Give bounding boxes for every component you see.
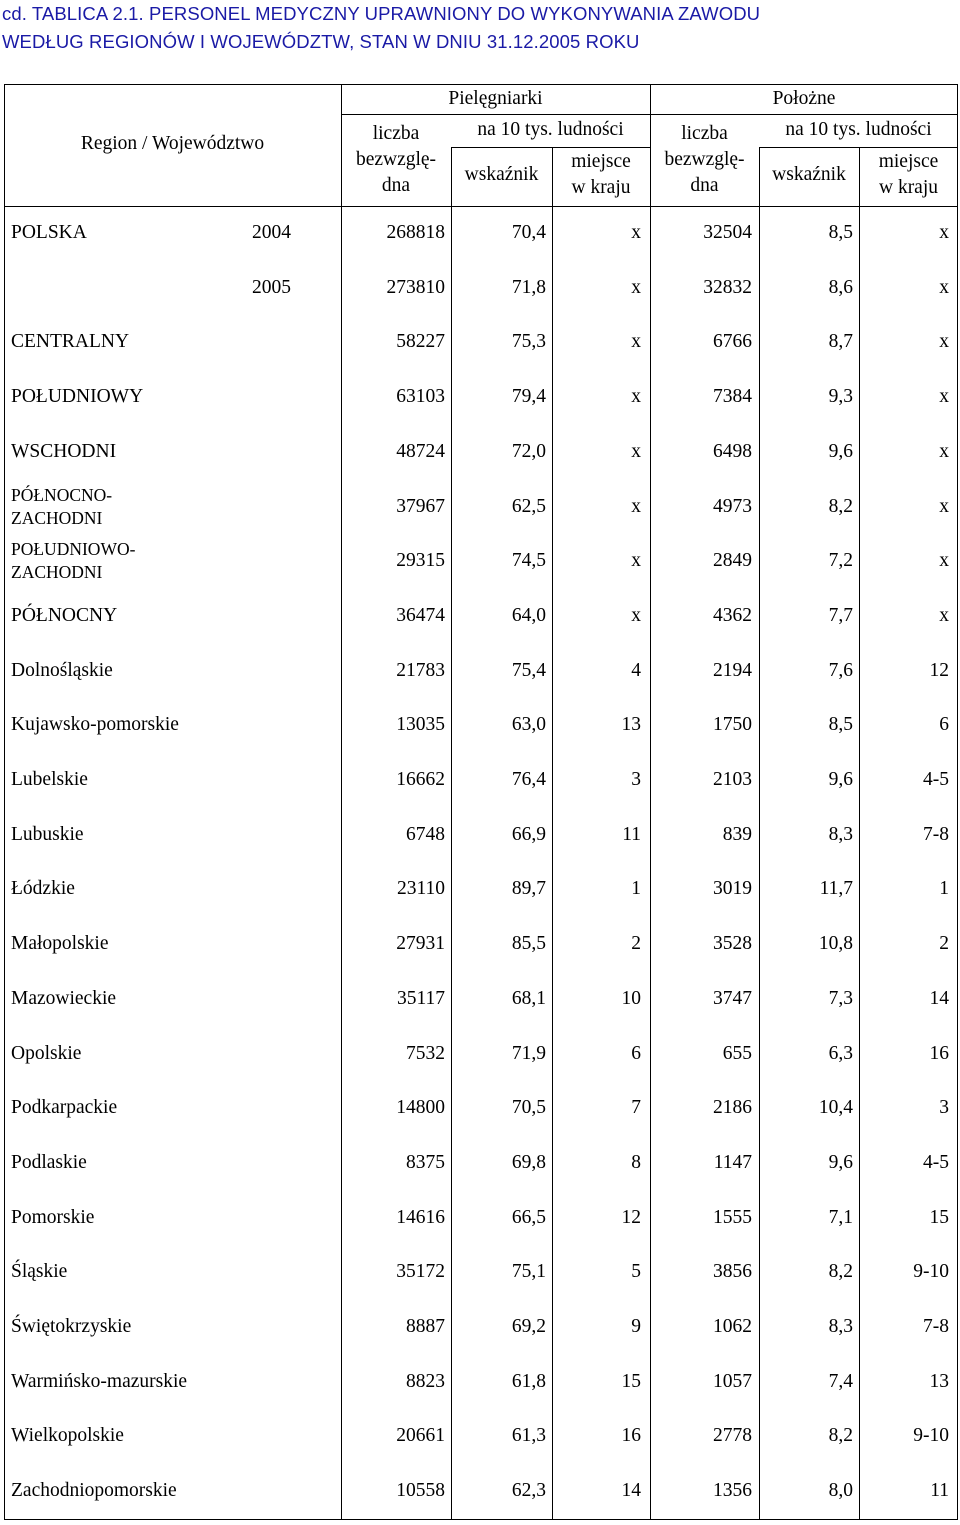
cell-nurses-rank: 5 <box>631 1261 641 1283</box>
cell-nurses-abs: 14800 <box>396 1097 445 1119</box>
header-group-rule <box>341 114 958 115</box>
header-region: Region / Województwo <box>80 133 265 154</box>
header-nurses-rank <box>552 149 650 201</box>
cell-nurses-rank: 6 <box>631 1042 641 1064</box>
cell-nurses-indicator: 74,5 <box>511 550 546 572</box>
cell-nurses-rank: x <box>631 440 641 462</box>
cell-midwives-abs: 2778 <box>713 1425 752 1447</box>
cell-nurses-indicator: 69,8 <box>511 1151 546 1173</box>
cell-midwives-indicator: 8,5 <box>828 714 853 736</box>
cell-nurses-rank: 4 <box>631 659 641 681</box>
cell-nurses-indicator: 75,4 <box>511 659 546 681</box>
cell-midwives-indicator: 10,4 <box>818 1097 853 1119</box>
cell-nurses-abs: 14616 <box>396 1206 445 1228</box>
header-bottom-rule <box>4 206 958 207</box>
cell-midwives-abs: 4362 <box>713 604 752 626</box>
cell-region: Dolnośląskie <box>11 659 113 681</box>
title-line-1: cd. TABLICA 2.1. PERSONEL MEDYCZNY UPRAWNIONY DO WYKONYWANIA ZAWODU <box>2 3 761 24</box>
cell-nurses-indicator: 62,5 <box>511 495 546 517</box>
header-nurses-abs <box>341 121 451 199</box>
cell-midwives-indicator: 7,2 <box>828 550 853 572</box>
header-rank-line1: miejsce <box>571 151 631 172</box>
cell-nurses-indicator: 75,1 <box>511 1261 546 1283</box>
cell-midwives-abs: 2849 <box>713 550 752 572</box>
title-line-2: WEDŁUG REGIONÓW I WOJEWÓDZTW, STAN W DNIU 31.12.2005 ROKU <box>2 31 640 52</box>
cell-nurses-rank: 1 <box>631 878 641 900</box>
cell-nurses-indicator: 76,4 <box>511 769 546 790</box>
header-abs-line1: liczba <box>681 123 728 144</box>
cell-midwives-indicator: 8,7 <box>828 331 853 353</box>
cell-region: Świętokrzyskie <box>11 1316 132 1337</box>
cell-nurses-indicator: 72,0 <box>511 440 546 462</box>
cell-midwives-abs: 1356 <box>713 1480 752 1502</box>
cell-region: Opolskie <box>11 1042 82 1064</box>
cell-nurses-abs: 10558 <box>396 1480 445 1502</box>
cell-nurses-abs: 35172 <box>396 1261 445 1283</box>
cell-nurses-indicator: 64,0 <box>511 604 546 626</box>
header-abs-line2: bezwzglę- <box>355 149 437 170</box>
cell-midwives-indicator: 8,2 <box>828 495 853 517</box>
cell-midwives-abs: 32504 <box>703 222 752 243</box>
cell-nurses-rank: 11 <box>622 823 641 845</box>
cell-nurses-indicator: 66,5 <box>511 1206 546 1228</box>
cell-midwives-indicator: 10,8 <box>818 933 853 955</box>
cell-nurses-abs: 48724 <box>396 440 445 462</box>
cell-nurses-abs: 6748 <box>406 823 445 845</box>
cell-midwives-rank: 9-10 <box>913 1261 949 1283</box>
header-rank-line1: miejsce <box>878 151 939 172</box>
cell-nurses-abs: 21783 <box>396 659 445 681</box>
cell-region: POŁUDNIOWY <box>11 386 144 408</box>
cell-midwives-abs: 3856 <box>713 1261 752 1283</box>
cell-midwives-abs: 1750 <box>713 714 752 736</box>
cell-nurses-indicator: 61,3 <box>511 1425 546 1447</box>
cell-nurses-rank: 14 <box>621 1480 641 1502</box>
header-sub-rule-nurses <box>451 147 650 148</box>
cell-region: Podkarpackie <box>11 1097 118 1119</box>
cell-midwives-rank: 15 <box>929 1206 949 1228</box>
cell-region: Kujawsko-pomorskie <box>11 714 179 736</box>
cell-nurses-indicator: 71,9 <box>511 1042 546 1064</box>
cell-region: Warmińsko-mazurskie <box>11 1370 188 1392</box>
cell-midwives-indicator: 11,7 <box>819 878 853 900</box>
cell-nurses-abs: 29315 <box>396 550 445 572</box>
cell-midwives-rank: 12 <box>929 659 949 681</box>
cell-year: 2004 <box>252 222 291 243</box>
cell-nurses-indicator: 62,3 <box>511 1480 546 1502</box>
cell-nurses-rank: x <box>631 604 641 626</box>
cell-nurses-rank: 3 <box>631 769 641 790</box>
cell-midwives-abs: 3019 <box>713 878 752 900</box>
cell-nurses-abs: 23110 <box>396 878 445 900</box>
cell-midwives-rank: 6 <box>939 714 949 736</box>
cell-midwives-rank: x <box>939 550 949 572</box>
cell-midwives-rank: 7-8 <box>923 1316 949 1337</box>
cell-nurses-rank: x <box>631 331 641 353</box>
cell-midwives-rank: 14 <box>929 987 949 1009</box>
cell-nurses-abs: 16662 <box>396 769 445 790</box>
cell-midwives-indicator: 9,3 <box>828 386 853 408</box>
cell-nurses-rank: 15 <box>621 1370 641 1392</box>
cell-region: Zachodniopomorskie <box>11 1480 177 1502</box>
cell-midwives-abs: 4973 <box>713 495 752 517</box>
cell-midwives-indicator: 8,3 <box>828 1316 853 1337</box>
cell-nurses-abs: 273810 <box>386 276 445 298</box>
cell-midwives-indicator: 8,6 <box>828 276 853 298</box>
header-midwives-indicator: wskaźnik <box>772 164 846 185</box>
header-midwives-per10k: na 10 tys. ludności <box>785 119 932 140</box>
cell-midwives-abs: 7384 <box>713 386 752 408</box>
cell-region: Lubelskie <box>11 769 88 790</box>
cell-nurses-abs: 37967 <box>396 495 445 517</box>
header-nurses-indicator: wskaźnik <box>464 164 539 185</box>
cell-midwives-rank: x <box>939 495 949 517</box>
cell-nurses-rank: 12 <box>621 1206 641 1228</box>
cell-midwives-abs: 839 <box>722 823 752 845</box>
cell-midwives-rank: 4-5 <box>923 769 949 790</box>
cell-nurses-indicator: 70,4 <box>511 222 546 243</box>
cell-midwives-rank: 7-8 <box>923 823 949 845</box>
cell-nurses-rank: 2 <box>631 933 641 955</box>
cell-nurses-rank: x <box>631 386 641 408</box>
header-abs-line1: liczba <box>372 123 420 144</box>
cell-nurses-indicator: 89,7 <box>511 878 546 900</box>
cell-nurses-rank: x <box>631 276 641 298</box>
cell-midwives-rank: 9-10 <box>913 1425 949 1447</box>
cell-region: PÓŁNOCNO- ZACHODNI <box>11 484 113 528</box>
cell-midwives-rank: 11 <box>930 1480 949 1502</box>
cell-nurses-indicator: 66,9 <box>511 823 546 845</box>
cell-nurses-abs: 8375 <box>406 1151 445 1173</box>
cell-midwives-indicator: 8,2 <box>828 1425 853 1447</box>
cell-midwives-abs: 1555 <box>713 1206 752 1228</box>
cell-midwives-indicator: 7,1 <box>828 1206 853 1228</box>
cell-nurses-rank: x <box>631 222 641 243</box>
cell-nurses-abs: 268818 <box>386 222 445 243</box>
cell-nurses-rank: 8 <box>631 1151 641 1173</box>
cell-region: Łódzkie <box>11 878 75 900</box>
cell-midwives-rank: 16 <box>929 1042 949 1064</box>
cell-midwives-indicator: 6,3 <box>828 1042 853 1064</box>
cell-year: 2005 <box>252 276 291 298</box>
cell-midwives-abs: 2186 <box>713 1097 752 1119</box>
cell-midwives-rank: 1 <box>939 878 949 900</box>
header-midwives-rank <box>859 149 958 201</box>
cell-region: POŁUDNIOWO- ZACHODNI <box>11 539 136 583</box>
cell-midwives-rank: x <box>939 276 949 298</box>
cell-nurses-indicator: 71,8 <box>511 276 546 298</box>
cell-midwives-rank: x <box>939 440 949 462</box>
cell-midwives-indicator: 8,3 <box>828 823 853 845</box>
cell-region: Lubuskie <box>11 823 84 845</box>
cell-nurses-abs: 58227 <box>396 331 445 353</box>
cell-nurses-abs: 8823 <box>406 1370 445 1392</box>
cell-midwives-indicator: 7,6 <box>828 659 853 681</box>
cell-midwives-abs: 6498 <box>713 440 752 462</box>
cell-midwives-rank: 3 <box>939 1097 949 1119</box>
cell-midwives-abs: 1062 <box>713 1316 752 1337</box>
cell-region: Śląskie <box>11 1261 68 1283</box>
cell-midwives-rank: 13 <box>929 1370 949 1392</box>
cell-midwives-rank: 2 <box>939 933 949 955</box>
cell-nurses-rank: 9 <box>631 1316 641 1337</box>
header-rank-line2: w kraju <box>571 177 631 198</box>
cell-region: Wielkopolskie <box>11 1425 124 1447</box>
cell-midwives-indicator: 9,6 <box>828 440 853 462</box>
cell-midwives-indicator: 7,3 <box>828 987 853 1009</box>
cell-midwives-indicator: 8,0 <box>828 1480 853 1502</box>
cell-nurses-abs: 13035 <box>396 714 445 736</box>
header-abs-line3: dna <box>381 175 411 196</box>
cell-midwives-abs: 1147 <box>713 1151 752 1173</box>
cell-midwives-indicator: 7,7 <box>828 604 853 626</box>
cell-nurses-indicator: 63,0 <box>511 714 546 736</box>
cell-region: PÓŁNOCNY <box>11 604 118 626</box>
cell-region: Mazowieckie <box>11 987 117 1009</box>
cell-nurses-rank: x <box>631 495 641 517</box>
cell-midwives-abs: 32832 <box>703 276 752 298</box>
header-nurses-per10k: na 10 tys. ludności <box>477 119 624 140</box>
cell-region: Podlaskie <box>11 1151 87 1173</box>
header-group-midwives: Położne <box>772 88 836 109</box>
cell-nurses-indicator: 75,3 <box>511 331 546 353</box>
cell-nurses-rank: 7 <box>631 1097 641 1119</box>
cell-midwives-indicator: 8,5 <box>828 222 853 243</box>
header-abs-line3: dna <box>690 175 719 196</box>
cell-midwives-abs: 2194 <box>713 659 752 681</box>
cell-midwives-abs: 2103 <box>713 769 752 790</box>
cell-nurses-indicator: 61,8 <box>511 1370 546 1392</box>
header-midwives-abs <box>650 121 759 199</box>
cell-nurses-abs: 36474 <box>396 604 445 626</box>
cell-nurses-abs: 35117 <box>396 987 445 1009</box>
page-title <box>2 0 760 56</box>
cell-midwives-indicator: 8,2 <box>828 1261 853 1283</box>
cell-midwives-indicator: 9,6 <box>828 769 853 790</box>
header-rank-line2: w kraju <box>878 177 939 198</box>
cell-midwives-indicator: 9,6 <box>828 1151 853 1173</box>
cell-region: Pomorskie <box>11 1206 95 1228</box>
cell-nurses-indicator: 85,5 <box>511 933 546 955</box>
cell-midwives-rank: x <box>939 222 949 243</box>
cell-region: CENTRALNY <box>11 331 130 353</box>
cell-nurses-rank: 10 <box>621 987 641 1009</box>
cell-nurses-abs: 8887 <box>406 1316 445 1337</box>
cell-midwives-rank: x <box>939 331 949 353</box>
cell-midwives-abs: 655 <box>722 1042 752 1064</box>
cell-midwives-abs: 6766 <box>713 331 752 353</box>
header-sub-rule-midwives <box>759 147 958 148</box>
cell-nurses-rank: 13 <box>621 714 641 736</box>
cell-nurses-abs: 27931 <box>396 933 445 955</box>
header-group-nurses: Pielęgniarki <box>448 88 543 109</box>
header-abs-line2: bezwzglę- <box>664 149 745 170</box>
cell-nurses-rank: 16 <box>621 1425 641 1447</box>
cell-midwives-rank: 4-5 <box>923 1151 949 1173</box>
cell-region: WSCHODNI <box>11 440 117 462</box>
cell-midwives-indicator: 7,4 <box>828 1370 853 1392</box>
cell-midwives-abs: 3528 <box>713 933 752 955</box>
cell-nurses-abs: 7532 <box>406 1042 445 1064</box>
cell-nurses-rank: x <box>631 550 641 572</box>
cell-nurses-indicator: 79,4 <box>511 386 546 408</box>
cell-region: Małopolskie <box>11 933 109 955</box>
cell-midwives-abs: 3747 <box>713 987 752 1009</box>
cell-nurses-abs: 20661 <box>396 1425 445 1447</box>
cell-region: POLSKA <box>11 222 87 243</box>
cell-midwives-rank: x <box>939 386 949 408</box>
cell-nurses-abs: 63103 <box>396 386 445 408</box>
cell-nurses-indicator: 69,2 <box>511 1316 546 1337</box>
cell-nurses-indicator: 68,1 <box>511 987 546 1009</box>
cell-midwives-abs: 1057 <box>713 1370 752 1392</box>
cell-midwives-rank: x <box>939 604 949 626</box>
cell-nurses-indicator: 70,5 <box>511 1097 546 1119</box>
